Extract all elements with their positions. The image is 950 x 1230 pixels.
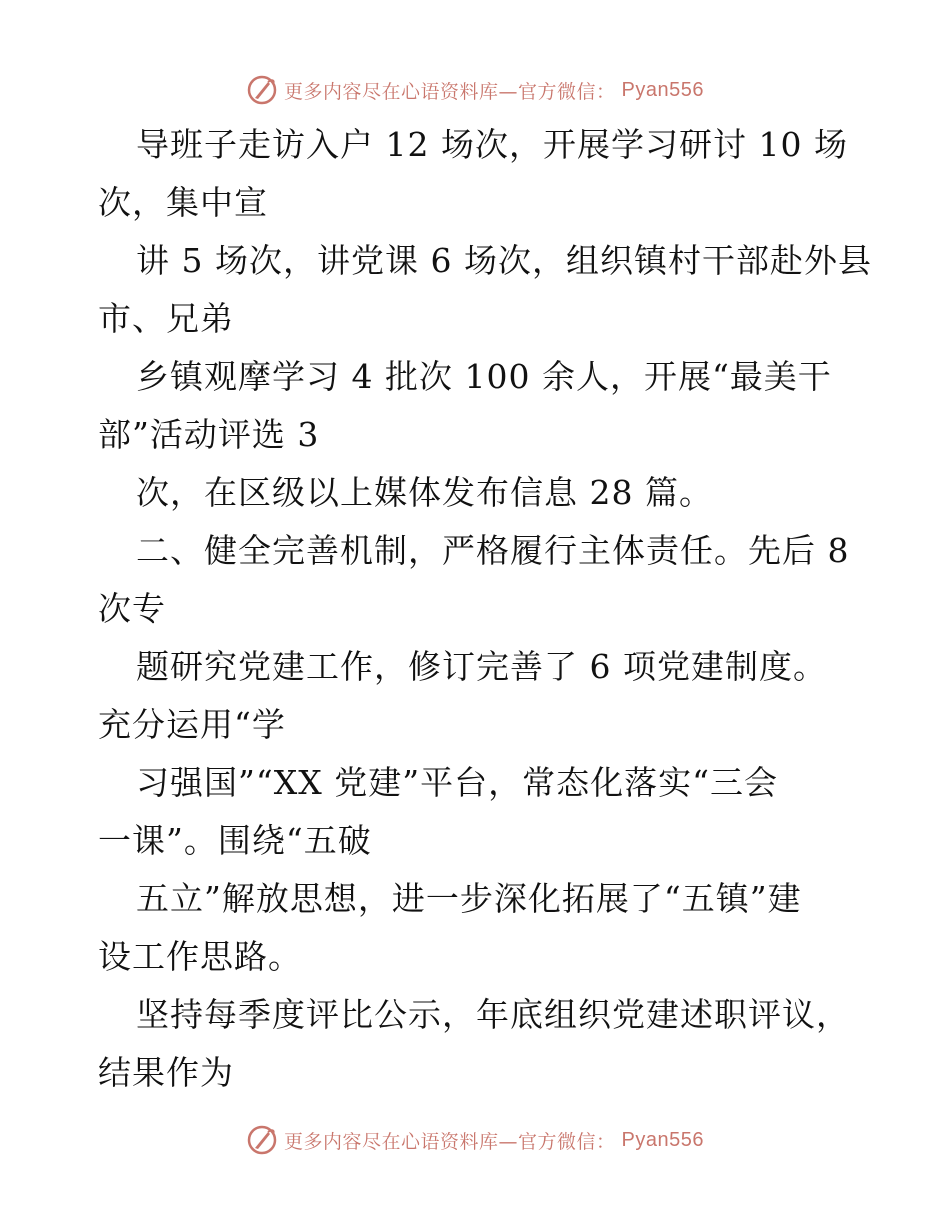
text-line: 设工作思路。	[98, 937, 302, 976]
text-line: 五立”解放思想，进一步深化拓展了“五镇”建	[136, 879, 802, 918]
text-line: 乡镇观摩学习 4 批次 100 余人，开展“最美干	[136, 357, 832, 396]
text-line: 讲 5 场次，讲党课 6 场次，组织镇村干部赴外县	[136, 241, 872, 280]
watermark-header	[0, 74, 950, 106]
text-line: 次专	[98, 589, 166, 628]
quill-logo-icon	[246, 74, 278, 106]
text-line: 结果作为	[98, 1053, 234, 1092]
text-line: 导班子走访入户 12 场次，开展学习研讨 10 场	[136, 125, 848, 164]
watermark-handle: Pyan556	[621, 1128, 704, 1151]
text-line: 次，集中宣	[98, 183, 268, 222]
text-line: 充分运用“学	[98, 705, 286, 744]
text-line: 习强国”“XX 党建”平台，常态化落实“三会	[136, 763, 778, 802]
document-body	[98, 116, 872, 1102]
text-line: 一课”。围绕“五破	[98, 821, 372, 860]
quill-logo-icon	[246, 1124, 278, 1156]
text-line: 题研究党建工作，修订完善了 6 项党建制度。	[136, 647, 827, 686]
watermark-handle: Pyan556	[621, 78, 704, 101]
text-line: 二、健全完善机制，严格履行主体责任。先后 8	[136, 531, 850, 570]
watermark-footer	[0, 1124, 950, 1156]
text-line: 坚持每季度评比公示，年底组织党建述职评议，	[136, 995, 850, 1034]
watermark-text: 更多内容尽在心语资料库—官方微信：	[284, 1130, 616, 1153]
text-line: 市、兄弟	[98, 299, 234, 338]
text-line: 次，在区级以上媒体发布信息 28 篇。	[136, 473, 713, 512]
text-line: 部”活动评选 3	[98, 415, 320, 454]
watermark-text: 更多内容尽在心语资料库—官方微信：	[284, 80, 616, 103]
